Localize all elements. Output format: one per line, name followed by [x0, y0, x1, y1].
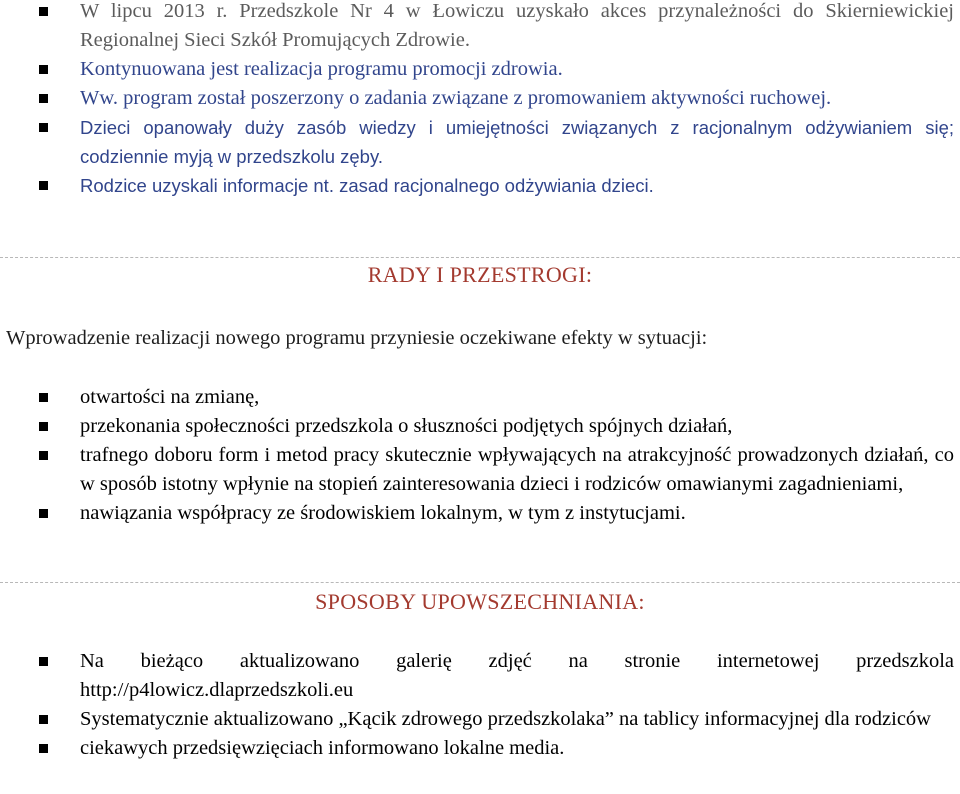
list-item	[0, 84, 960, 113]
square-bullet-icon	[39, 123, 48, 132]
list-item	[0, 705, 960, 734]
square-bullet-icon	[39, 94, 48, 103]
square-bullet-icon	[39, 181, 48, 190]
section-heading-rady: RADY I PRZESTROGI:	[367, 262, 593, 287]
achievements-list	[0, 0, 960, 200]
list-item	[0, 383, 960, 412]
list-item	[0, 412, 960, 441]
list-item-text: Dzieci opanowały duży zasób wiedzy i umiejętności związanych z racjonalnym odżywianiem się; codziennie myją w przedszkolu zęby.	[80, 117, 954, 167]
rady-intro-text: Wprowadzenie realizacji nowego programu przyniesie oczekiwane efekty w sytuacji:	[6, 327, 708, 349]
square-bullet-icon	[39, 451, 48, 460]
list-item-text: trafnego doboru form i metod pracy skutecznie wpływających na atrakcyjność prowadzonych działań, co w sposób istotny wpłynie na stopień zainteresowania dzieci i rodziców omawianymi zagadnieniami,	[80, 444, 954, 495]
list-item-text: Na bieżąco aktualizowano galerię zdjęć na stronie internetowej przedszkola http://p4lowicz.dlaprzedszkoli.eu	[80, 650, 954, 701]
square-bullet-icon	[39, 393, 48, 402]
list-item	[0, 55, 960, 84]
section-heading-sposoby: SPOSOBY UPOWSZECHNIANIA:	[315, 589, 645, 614]
square-bullet-icon	[39, 65, 48, 74]
list-item-text: Rodzice uzyskali informacje nt. zasad racjonalnego odżywiania dzieci.	[80, 175, 654, 196]
list-item-text: W lipcu 2013 r. Przedszkole Nr 4 w Łowiczu uzyskało akces przynależności do Skierniewickiej Regionalnej Sieci Szkół Promujących Zdrowie.	[80, 0, 954, 51]
list-item-text: Systematycznie aktualizowano „Kącik zdrowego przedszkolaka” na tablicy informacyjnej dla rodziców	[80, 708, 931, 730]
list-item-text: ciekawych przedsięwzięciach informowano lokalne media.	[80, 737, 565, 759]
list-item-text: Kontynuowana jest realizacja programu promocji zdrowia.	[80, 58, 563, 80]
list-item	[0, 647, 960, 705]
square-bullet-icon	[39, 422, 48, 431]
square-bullet-icon	[39, 7, 48, 16]
list-item-text: Ww. program został poszerzony o zadania związane z promowaniem aktywności ruchowej.	[80, 87, 832, 109]
section-divider	[0, 582, 960, 583]
square-bullet-icon	[39, 744, 48, 753]
list-item-text: otwartości na zmianę,	[80, 386, 260, 408]
sposoby-list	[0, 647, 960, 763]
list-item	[0, 499, 960, 528]
list-item	[0, 113, 960, 171]
square-bullet-icon	[39, 509, 48, 518]
square-bullet-icon	[39, 715, 48, 724]
list-item-text: przekonania społeczności przedszkola o słuszności podjętych spójnych działań,	[80, 415, 733, 437]
square-bullet-icon	[39, 657, 48, 666]
list-item	[0, 734, 960, 763]
list-item-text: nawiązania współpracy ze środowiskiem lokalnym, w tym z instytucjami.	[80, 502, 686, 524]
list-item	[0, 441, 960, 499]
section-divider	[0, 257, 960, 258]
list-item	[0, 171, 960, 200]
list-item	[0, 0, 960, 55]
rady-list	[0, 383, 960, 528]
